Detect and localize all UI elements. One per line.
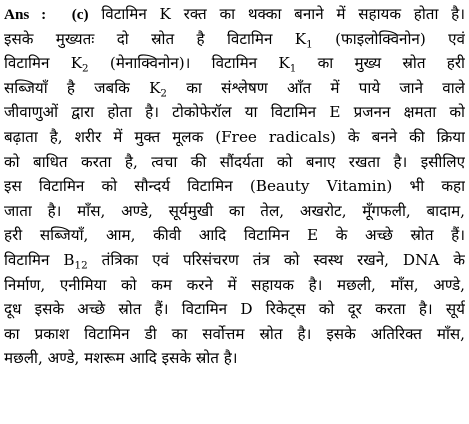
answer-line-15 bbox=[4, 346, 465, 371]
answer-line-10 bbox=[4, 223, 465, 248]
answer-line-12 bbox=[4, 273, 465, 298]
answer-paragraph bbox=[4, 2, 465, 422]
subscript: 1 bbox=[306, 38, 313, 51]
answer-line-7 bbox=[4, 150, 465, 175]
subscript: 2 bbox=[82, 62, 89, 75]
line-text: विटामिन K रक्त का थक्का बनाने में सहायक होता है। bbox=[101, 5, 465, 23]
answer-line-11 bbox=[4, 248, 465, 273]
line-text: सब्जियाँ है जबकि K bbox=[4, 78, 161, 97]
line-text: जीवाणुओं द्वारा होता है। टोकोफेरॉल या विटामिन E प्रजनन क्षमता को bbox=[4, 103, 465, 122]
answer-line-8 bbox=[4, 174, 465, 199]
answer-line-5 bbox=[4, 100, 465, 125]
line-text: तंत्रिका एवं परिसंचरण तंत्र को स्वस्थ रखने, DNA के bbox=[87, 250, 465, 269]
line-text: (मेनाक्विनोन)। विटामिन K bbox=[88, 54, 290, 73]
answer-line-1 bbox=[4, 2, 465, 27]
answer-line-4 bbox=[4, 76, 465, 101]
line-text: विटामिन K bbox=[4, 54, 83, 73]
line-text: को बाधित करता है, त्वचा की सौंदर्यता को बनाए रखता है। इसीलिए bbox=[4, 152, 465, 171]
answer-line-13 bbox=[4, 297, 465, 322]
line-text: का मुख्य स्रोत हरी bbox=[296, 54, 465, 73]
line-text: हरी सब्जियाँ, आम, कीवी आदि विटामिन E के अच्छे स्रोत हैं। bbox=[4, 226, 465, 245]
line-text: (फाइलोक्विनोन) एवं bbox=[312, 29, 465, 48]
answer-label: Ans : bbox=[4, 6, 47, 23]
line-text: विटामिन B bbox=[4, 250, 75, 269]
subscript: 1 bbox=[289, 62, 297, 75]
line-text: का प्रकाश विटामिन डी का सर्वोत्तम स्रोत है। इसके अतिरिक्त माँस, bbox=[4, 324, 465, 343]
answer-line-14 bbox=[4, 322, 465, 347]
answer-line-9 bbox=[4, 199, 465, 224]
line-text: का संश्लेषण आँत में पाये जाने वाले bbox=[167, 78, 465, 97]
subscript: 12 bbox=[74, 259, 88, 272]
answer-line-3 bbox=[4, 51, 465, 76]
line-text: निर्माण, एनीमिया को कम करने में सहायक है। मछली, माँस, अण्डे, bbox=[4, 275, 465, 294]
line-text: बढ़ाता है, शरीर में मुक्त मूलक (Free radicals) के बनने की क्रिया bbox=[4, 127, 465, 146]
line-text: जाता है। माँस, अण्डे, सूर्यमुखी का तेल, अखरोट, मूँगफली, बादाम, bbox=[4, 201, 465, 220]
line-text: दूध इसके अच्छे स्रोत हैं। विटामिन D रिकेट्स को दूर करता है। सूर्य bbox=[4, 300, 465, 319]
answer-line-6 bbox=[4, 125, 465, 150]
line-text: मछली, अण्डे, मशरूम आदि इसके स्रोत है। bbox=[4, 349, 238, 368]
line-text: इसके मुख्यतः दो स्रोत है विटामिन K bbox=[4, 29, 307, 48]
answer-line-2 bbox=[4, 27, 465, 52]
subscript: 2 bbox=[160, 87, 167, 100]
line-text: इस विटामिन को सौन्दर्य विटामिन (Beauty Vitamin) भी कहा bbox=[4, 177, 465, 196]
answer-option: (c) bbox=[71, 6, 89, 23]
